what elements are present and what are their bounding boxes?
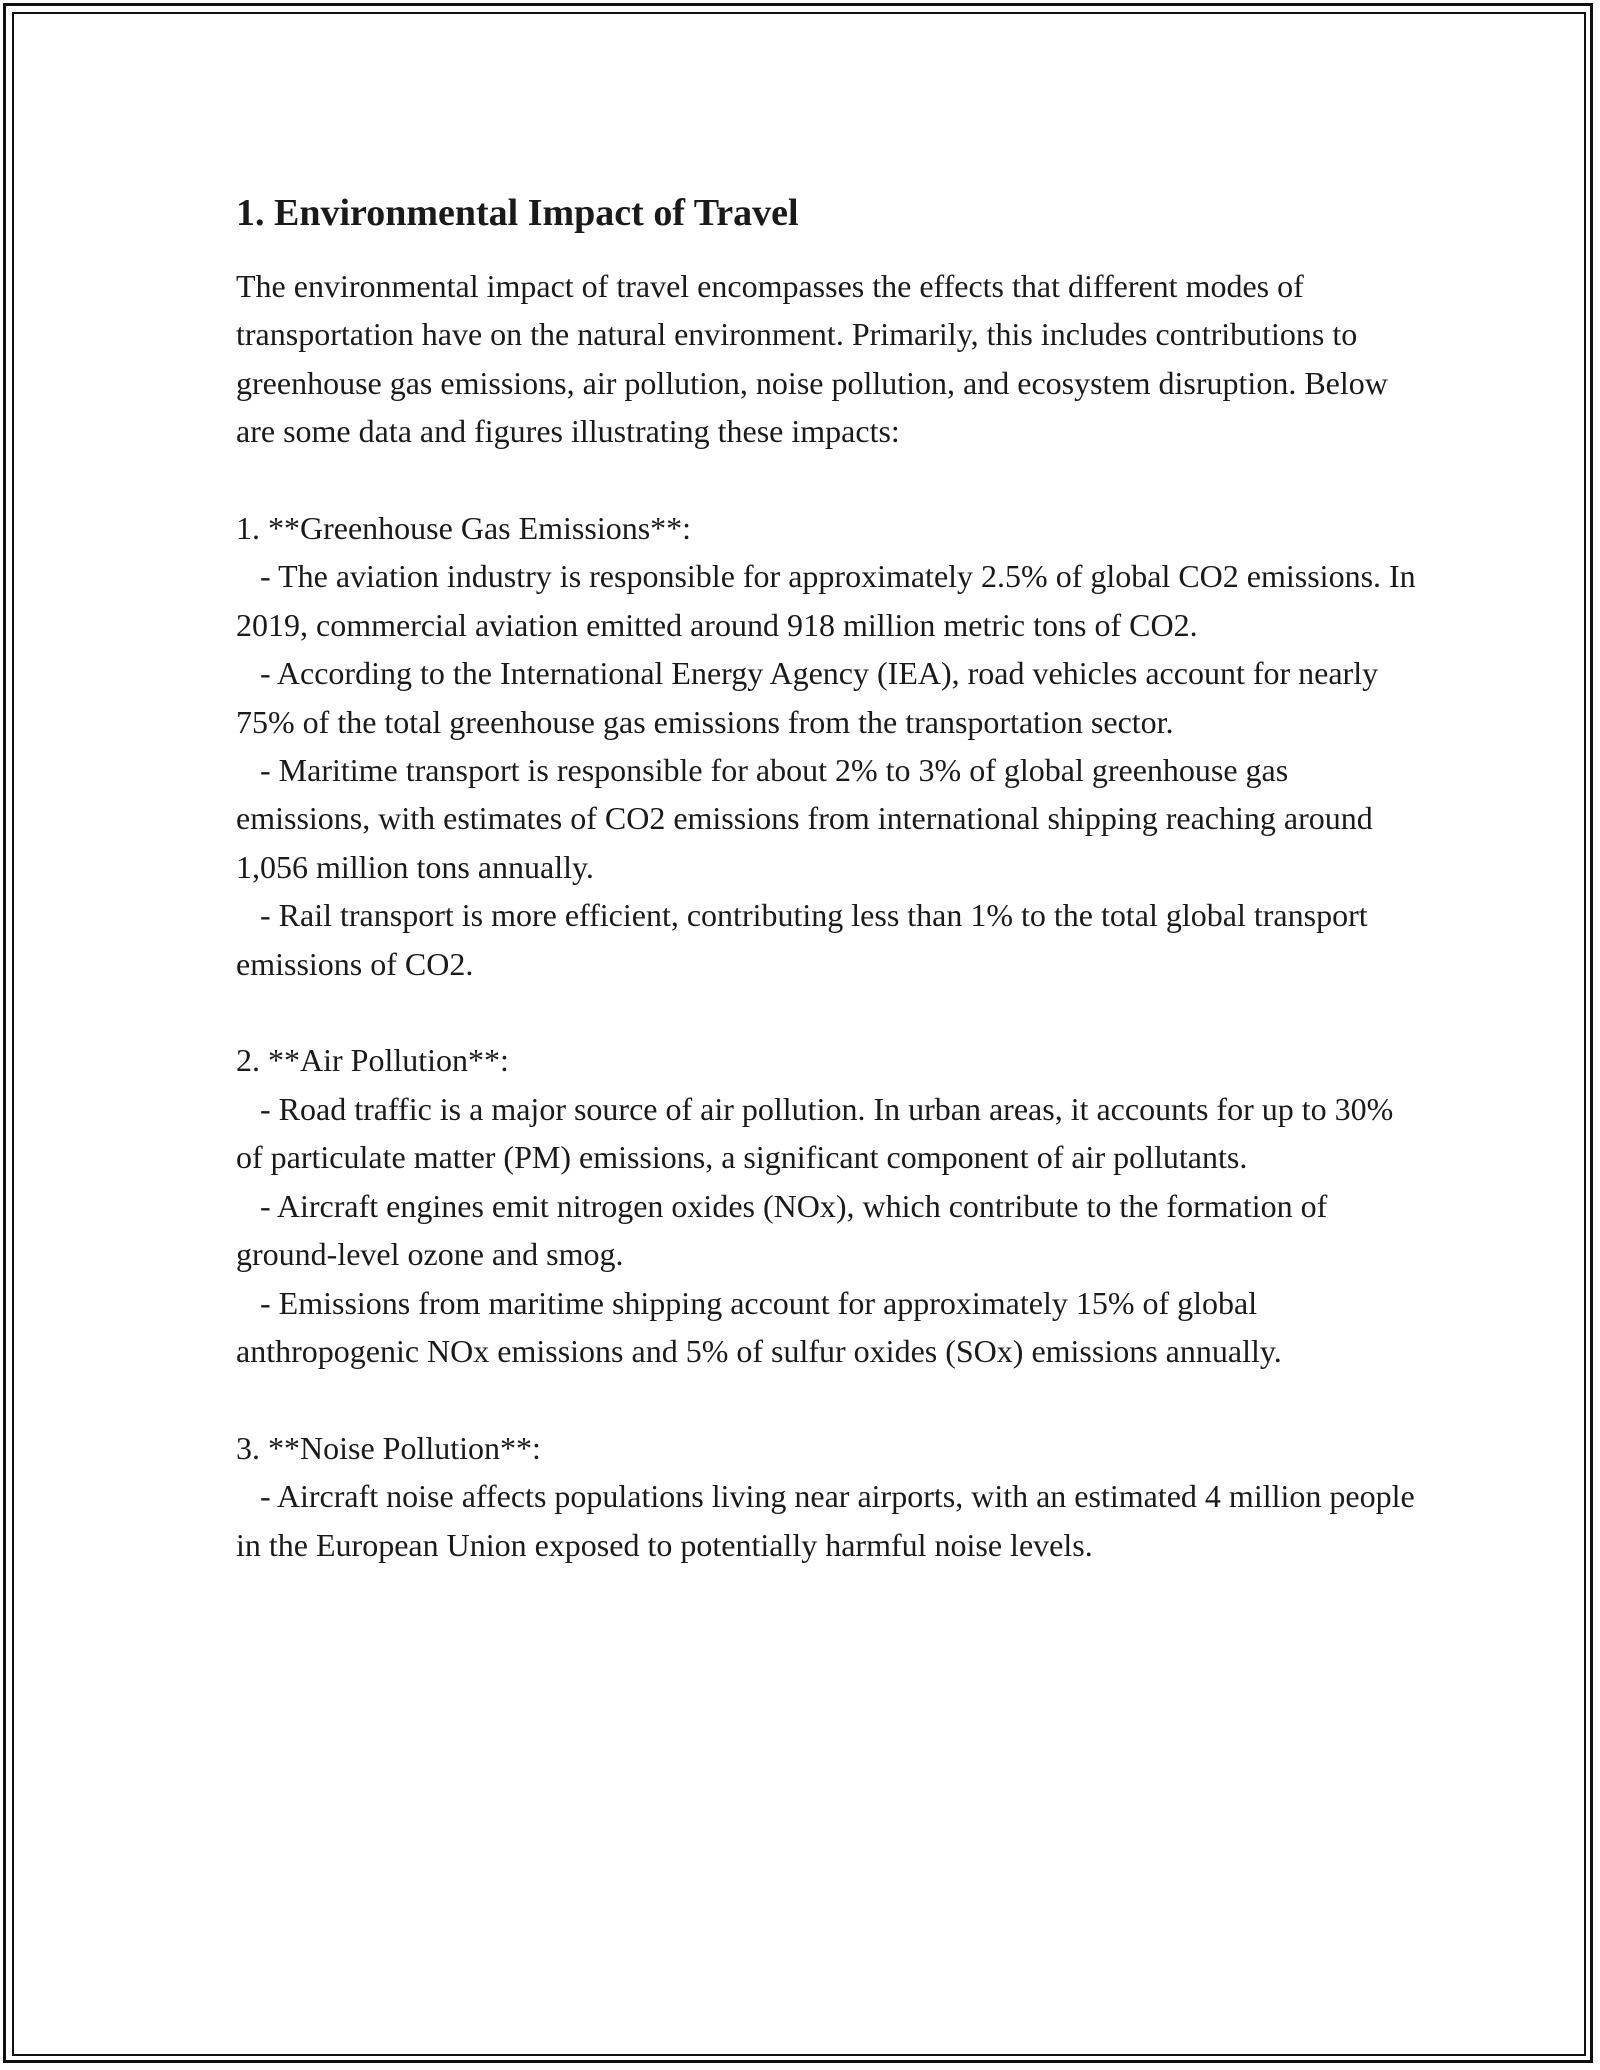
list-item: - Emissions from maritime shipping account for approximately 15% of global anthropogenic NOx emissions and 5% of sulfur oxides (SOx) emissions annually. xyxy=(236,1284,1282,1369)
list-item: - Aircraft engines emit nitrogen oxides (NOx), which contribute to the formation of ground-level ozone and smog. xyxy=(236,1187,1336,1273)
noise-pollution-section xyxy=(236,1424,1423,1569)
list-item: - Maritime transport is responsible for about 2% to 3% of global greenhouse gas emissions, with estimates of CO2 emissions from international shipping reaching around 1,056 million tons annually. xyxy=(236,752,1381,885)
list-item: - Aircraft noise affects populations living near airports, with an estimated 4 million people in the European Union exposed to potentially harmful noise levels. xyxy=(236,1478,1423,1563)
noise-pollution-title: 3. **Noise Pollution**: xyxy=(236,1429,541,1466)
list-item: - Rail transport is more efficient, contributing less than 1% to the total global transport emissions of CO2. xyxy=(236,897,1376,982)
document-body xyxy=(236,186,1424,1569)
list-item: - Road traffic is a major source of air pollution. In urban areas, it accounts for up to 30% of particulate matter (PM) emissions, a significant component of air pollutants. xyxy=(236,1090,1402,1176)
greenhouse-gas-section xyxy=(236,504,1424,988)
intro-paragraph: The environmental impact of travel encompasses the effects that different modes of transportation have on the natural environment. Primarily, this includes contributions to greenhouse gas emissions, air pollution, noise pollution, and ecosystem disruption. Below are some data and figures illustrating these impacts: xyxy=(236,268,1388,450)
greenhouse-gas-title: 1. **Greenhouse Gas Emissions**: xyxy=(236,510,692,547)
list-item: - According to the International Energy Agency (IEA), road vehicles account for nearly 75% of the total greenhouse gas emissions from the transportation sector. xyxy=(236,655,1387,740)
list-item: - The aviation industry is responsible for approximately 2.5% of global CO2 emissions. In 2019, commercial aviation emitted around 918 million metric tons of CO2. xyxy=(236,558,1424,643)
air-pollution-title: 2. **Air Pollution**: xyxy=(236,1042,509,1079)
section-heading: 1. Environmental Impact of Travel xyxy=(236,192,799,234)
air-pollution-section xyxy=(236,1036,1416,1375)
